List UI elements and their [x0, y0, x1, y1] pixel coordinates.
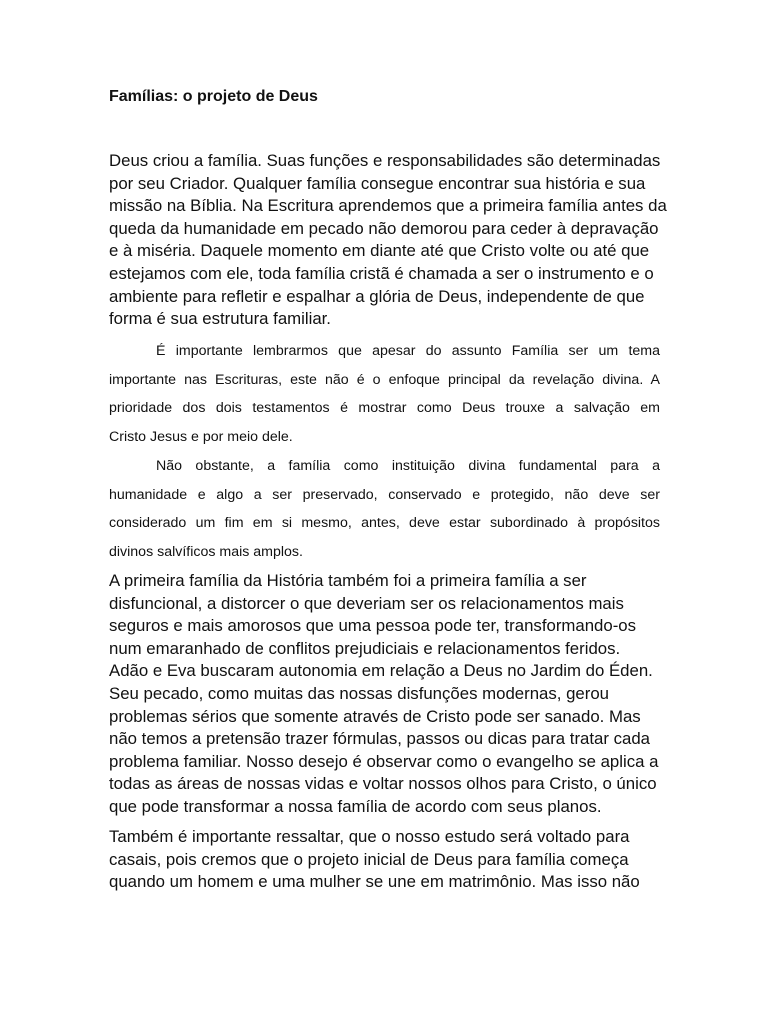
- text-line: quando um homem e uma mulher se une em matrimônio. Mas isso não: [109, 872, 640, 892]
- text-line: forma é sua estrutura familiar.: [109, 309, 331, 329]
- text-line: que pode transformar a nossa família de acordo com seus planos.: [109, 796, 602, 816]
- text-line: por seu Criador. Qualquer família consegue encontrar sua história e sua: [109, 173, 646, 193]
- text-line: estejamos com ele, toda família cristã é chamada a ser o instrumento e o: [109, 263, 654, 283]
- text-line: Deus criou a família. Suas funções e responsabilidades são determinadas: [109, 151, 661, 170]
- text-line: humanidade e algo a ser preservado, conservado e protegido, não deve ser: [109, 486, 660, 503]
- text-line: considerado um fim em si mesmo, antes, deve estar subordinado à propósitos: [109, 515, 660, 532]
- text-line: missão na Bíblia. Na Escritura aprendemos que a primeira família antes da: [109, 196, 667, 216]
- text-line: importante nas Escrituras, este não é o enfoque principal da revelação divina. A: [109, 371, 660, 388]
- text-line: problema familiar. Nosso desejo é observar como o evangelho se aplica a: [109, 751, 659, 771]
- text-line: todas as áreas de nossas vidas e voltar nossos olhos para Cristo, o único: [109, 774, 657, 794]
- text-line: prioridade dos dois testamentos é mostrar como Deus trouxe a salvação em: [109, 400, 660, 417]
- text-line: Não obstante, a família como instituição divina fundamental para a: [156, 458, 660, 474]
- paragraph-intro: [109, 150, 667, 331]
- text-line: Adão e Eva buscaram autonomia em relação a Deus no Jardim do Éden.: [109, 661, 653, 681]
- paragraph-first-family: [109, 570, 660, 819]
- text-line: ambiente para refletir e espalhar a glória de Deus, independente de que: [109, 286, 645, 306]
- document-title: Famílias: o projeto de Deus: [109, 88, 318, 105]
- text-line: A primeira família da História também foi a primeira família a ser: [109, 571, 587, 590]
- text-line: seguros e mais amorosos que uma pessoa pode ter, transformando-os: [109, 616, 637, 636]
- text-line: Seu pecado, como muitas das nossas disfunções modernas, gerou: [109, 683, 609, 703]
- paragraph-importance: [109, 337, 660, 452]
- text-line: casais, pois cremos que o projeto inicial de Deus para família começa: [109, 849, 629, 869]
- text-line: não temos a pretensão trazer fórmulas, passos ou dicas para tratar cada: [109, 729, 651, 749]
- text-line: Também é importante ressaltar, que o nosso estudo será voltado para: [109, 827, 630, 846]
- text-line: queda da humanidade em pecado não demorou para ceder à depravação: [109, 218, 659, 238]
- text-line: num emaranhado de conflitos prejudiciais e relacionamentos feridos.: [109, 638, 621, 658]
- text-line: e à miséria. Daquele momento em diante até que Cristo volte ou até que: [109, 241, 650, 261]
- text-line: problemas sérios que somente através de Cristo pode ser sanado. Mas: [109, 706, 641, 726]
- text-line: É importante lembrarmos que apesar do assunto Família ser um tema: [156, 343, 660, 359]
- paragraph-couples: [109, 826, 660, 894]
- text-line: disfuncional, a distorcer o que deveriam ser os relacionamentos mais: [109, 593, 624, 613]
- text-line: divinos salvíficos mais amplos.: [109, 544, 303, 561]
- paragraph-nevertheless: [109, 452, 660, 567]
- text-line: Cristo Jesus e por meio dele.: [109, 429, 293, 446]
